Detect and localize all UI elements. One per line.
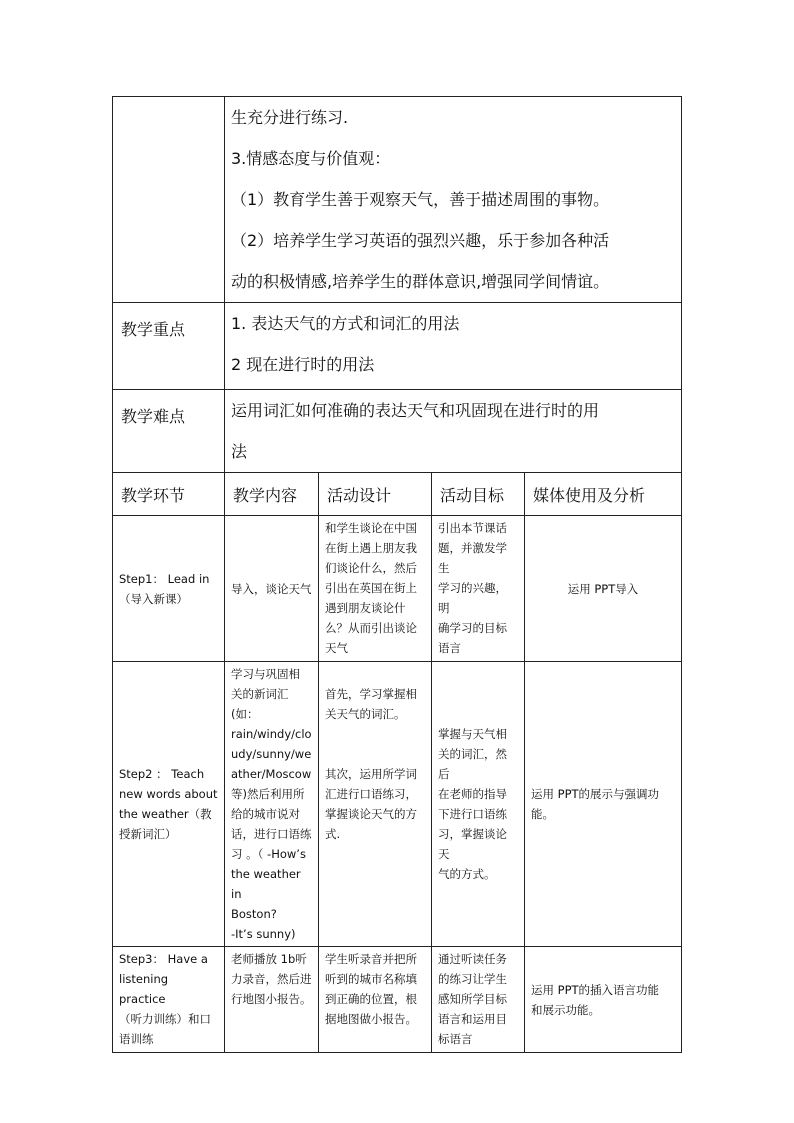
content-line: 等)然后利用所 (231, 787, 305, 801)
stage-line: Step2 ： Teach (119, 767, 205, 781)
stage-line: Step1： Lead in (119, 571, 210, 586)
objectives-line: （2）培养学生学习英语的强烈兴趣，乐于参加各种活 (231, 231, 610, 250)
stage-line: Step3： Have a (119, 952, 208, 966)
stage-line: （导入新课） (119, 591, 188, 606)
key-points-cell (225, 303, 682, 390)
step-media (525, 947, 682, 1053)
key-point-line: 1. 表达天气的方式和词汇的用法 (231, 314, 460, 333)
content-line: the weather in (231, 867, 301, 901)
key-point-line: 2 现在进行时的用法 (231, 355, 375, 374)
goal-line: 标语言 (438, 1032, 473, 1046)
content-line: rain/windy/clo (231, 727, 312, 741)
objectives-line: 动的积极情感,培养学生的群体意识,增强同学间情谊。 (231, 272, 610, 291)
design-line: 汇进行口语练习， (325, 787, 417, 801)
goal-line: 掌握与天气相 (438, 727, 507, 741)
objectives-row (113, 97, 682, 303)
objectives-line: （1）教育学生善于观察天气，善于描述周围的事物。 (231, 190, 610, 209)
step-design (319, 662, 432, 947)
difficulty-line: 法 (231, 442, 248, 461)
design-line: 引出在英国在街上 (325, 581, 417, 595)
design-line: 遇到朋友谈论什 (325, 601, 406, 615)
media-line: 运用 PPT导入 (567, 581, 639, 596)
lesson-plan-table (112, 96, 682, 1053)
content-line: ather/Moscow (231, 767, 312, 781)
difficulties-row (113, 390, 682, 473)
design-line: 们谈论什么，然后 (325, 561, 417, 575)
content-line: 导入，谈论天气 (231, 581, 312, 596)
media-line: 和展示功能。 (531, 1002, 600, 1017)
design-line: 在街上遇上朋友我 (325, 541, 417, 555)
content-line: 力录音，然后进 (231, 972, 312, 986)
goal-line: 习，掌握谈论天 (438, 827, 507, 861)
content-line: 给的城市说对 (231, 807, 300, 821)
goal-line: 引出本节课话 (438, 521, 507, 535)
design-line: 关天气的词汇。 (325, 707, 406, 721)
stage-line: listening practice (119, 972, 169, 1006)
step-content (225, 662, 319, 947)
goal-line: 确学习的目标 (438, 621, 507, 635)
objectives-label-cell (113, 97, 225, 303)
step-goal (432, 662, 525, 947)
goal-line: 在老师的指导 (438, 787, 507, 801)
content-line: 行地图小报告。 (231, 992, 312, 1006)
step-goal (432, 516, 525, 662)
stage-line: 语训练 (119, 1032, 154, 1046)
design-line: 听到的城市名称填 (325, 972, 417, 986)
design-line: 么？从而引出谈论 (325, 621, 417, 635)
stage-line: 授新词汇） (119, 827, 177, 841)
key-points-row (113, 303, 682, 390)
design-line: 据地图做小报告。 (325, 1012, 417, 1026)
content-line: Boston? (231, 907, 277, 921)
step-row (113, 947, 682, 1053)
design-line: 到正确的位置，根 (325, 992, 417, 1006)
header-row (113, 473, 682, 516)
design-line: 天气 (325, 641, 348, 655)
content-line: 习 。（ -How’s (231, 847, 306, 861)
header-media: 媒体使用及分析 (525, 473, 682, 516)
goal-line: 通过听读任务 (438, 952, 507, 966)
design-line: 式. (325, 827, 341, 841)
design-line: 其次，运用所学词 (325, 767, 417, 781)
step-design (319, 947, 432, 1053)
step-goal (432, 947, 525, 1053)
content-line: 老师播放 1b听 (231, 952, 307, 966)
step-stage (113, 947, 225, 1053)
key-points-label: 教学重点 (113, 303, 225, 390)
header-stage: 教学环节 (113, 473, 225, 516)
goal-line: 关的词汇，然后 (438, 747, 507, 781)
step-stage (113, 662, 225, 947)
goal-line: 感知所学目标 (438, 992, 507, 1006)
design-line: 学生听录音并把所 (325, 952, 417, 966)
step-stage (113, 516, 225, 662)
objectives-line: 生充分进行练习. (231, 108, 349, 127)
content-line: udy/sunny/we (231, 747, 312, 761)
content-line: -It’s sunny) (231, 927, 296, 941)
content-line: 关的新词汇(如： (231, 687, 289, 721)
content-line: 学习与巩固相 (231, 667, 300, 681)
goal-line: 下进行口语练 (438, 807, 507, 821)
header-content: 教学内容 (225, 473, 319, 516)
goal-line: 学习的兴趣，明 (438, 581, 507, 615)
step-media (525, 516, 682, 662)
media-line: 能。 (531, 807, 554, 821)
step-row (113, 662, 682, 947)
difficulty-line: 运用词汇如何准确的表达天气和巩固现在进行时的用 (231, 401, 600, 420)
difficulties-label: 教学难点 (113, 390, 225, 473)
step-media (525, 662, 682, 947)
goal-line: 的练习让学生 (438, 972, 507, 986)
difficulties-cell (225, 390, 682, 473)
design-line: 首先，学习掌握相 (325, 687, 417, 701)
step-design (319, 516, 432, 662)
objectives-line: 3.情感态度与价值观： (231, 149, 391, 168)
design-line: 和学生谈论在中国 (325, 521, 417, 535)
header-goal: 活动目标 (432, 473, 525, 516)
stage-line: the weather（教 (119, 807, 212, 821)
header-design: 活动设计 (319, 473, 432, 516)
objectives-cell (225, 97, 682, 303)
goal-line: 题，并激发学生 (438, 541, 507, 575)
goal-line: 气的方式。 (438, 867, 496, 881)
step-row (113, 516, 682, 662)
content-line: 话，进行口语练 (231, 827, 312, 841)
goal-line: 语言 (438, 641, 461, 655)
stage-line: new words about (119, 787, 218, 801)
step-content (225, 947, 319, 1053)
stage-line: （听力训练）和口 (119, 1012, 211, 1026)
media-line: 运用 PPT的展示与强调功 (531, 787, 660, 801)
step-content (225, 516, 319, 662)
design-line: 掌握谈论天气的方 (325, 807, 417, 821)
media-line: 运用 PPT的插入语言功能 (531, 982, 660, 997)
goal-line: 语言和运用目 (438, 1012, 507, 1026)
